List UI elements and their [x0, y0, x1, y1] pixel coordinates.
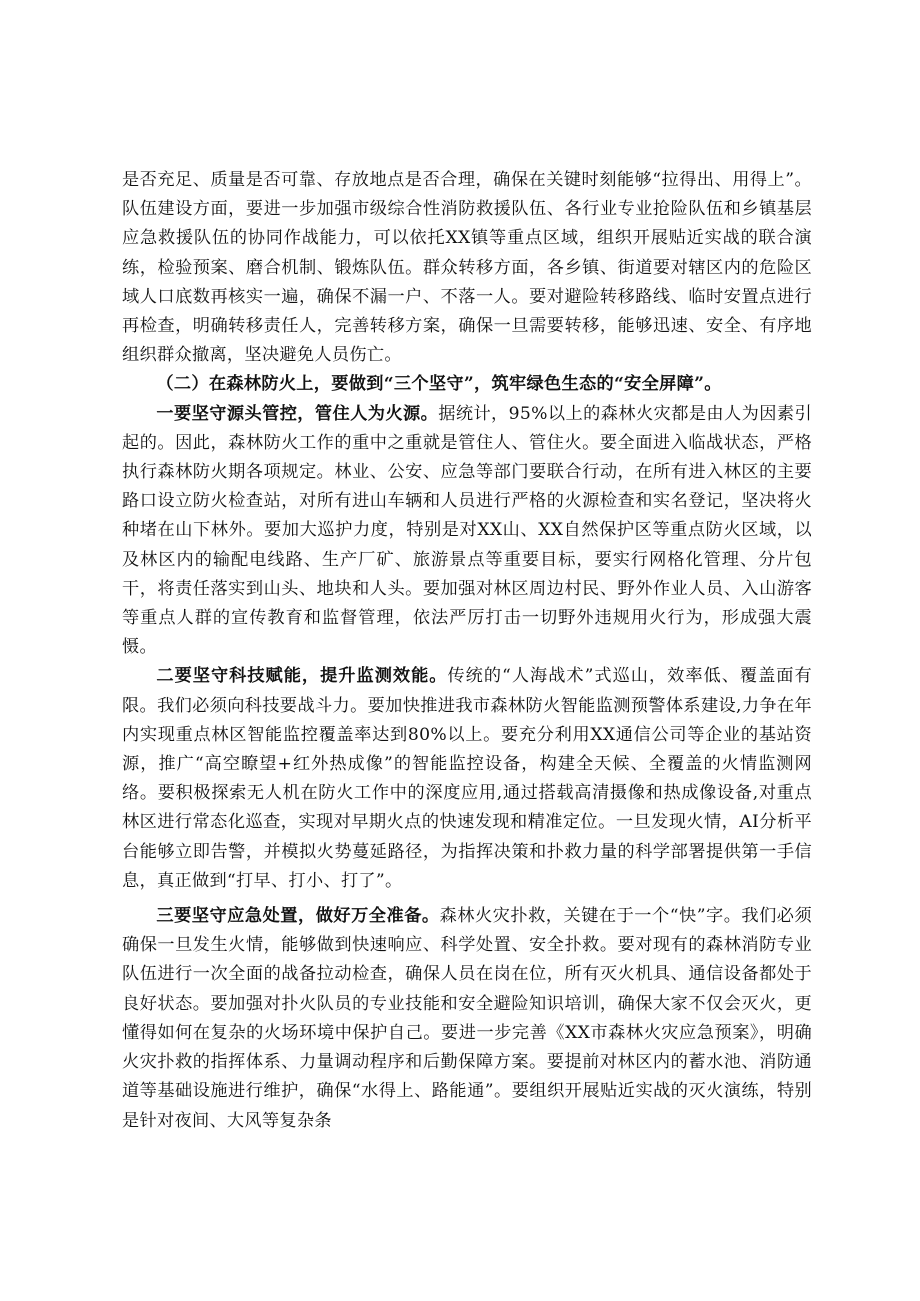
- paragraph-continuation: [122, 166, 812, 370]
- paragraph-text: 是否充足、质量是否可靠、存放地点是否合理，确保在关键时刻能够“拉得出、用得上”。队伍建设方面，要进一步加强市级综合性消防救援队伍、各行业专业抢险队伍和乡镇基层应急救援队伍的协同作战能力，可以依托XX镇等重点区域，组织开展贴近实战的联合演练，检验预案、磨合机制、锻炼队伍。群众转移方面，各乡镇、街道要对辖区内的危险区域人口底数再核实一遍，确保不漏一户、不落一人。要对避险转移路线、临时安置点进行再检查，明确转移责任人，完善转移方案，确保一旦需要转移，能够迅速、安全、有序地组织群众撤离，坚决避免人员伤亡。: [122, 170, 812, 366]
- paragraph-text: 森林火灾扑救，关键在于一个“快”字。我们必须确保一旦发生火情，能够做到快速响应、科学处置、安全扑救。要对现有的森林消防专业队伍进行一次全面的战备拉动检查，确保人员在岗在位，所有灭火机具、通信设备都处于良好状态。要加强对扑火队员的专业技能和安全避险知识培训，确保大家不仅会灭火，更懂得如何在复杂的火场环境中保护自己。要进一步完善《XX市森林火灾应急预案》，明确火灾扑救的指挥体系、力量调动程序和后勤保障方案。要提前对林区内的蓄水池、消防通道等基础设施进行维护，确保“水得上、路能通”。要组织开展贴近实战的灭火演练，特别是针对夜间、大风等复杂条: [122, 906, 812, 1131]
- document-body: [122, 166, 812, 1136]
- paragraph-lead: 三要坚守应急处置，做好万全准备。: [156, 906, 440, 927]
- paragraph-emergency-response: [122, 902, 812, 1136]
- paragraph-tech-empowerment: [122, 662, 812, 896]
- paragraph-text: 据统计，95%以上的森林火灾都是由人为因素引起的。因此，森林防火工作的重中之重就是管住人、管住火。要全面进入临战状态，严格执行森林防火期各项规定。林业、公安、应急等部门要联合行动，在所有进入林区的主要路口设立防火检查站，对所有进山车辆和人员进行严格的火源检查和实名登记，坚决将火种堵在山下林外。要加大巡护力度，特别是对XX山、XX自然保护区等重点防火区域，以及林区内的输配电线路、生产厂矿、旅游景点等重要目标，要实行网格化管理、分片包干，将责任落实到山头、地块和人头。要加强对林区周边村民、野外作业人员、入山游客等重点人群的宣传教育和监督管理，依法严厉打击一切野外违规用火行为，形成强大震慑。: [122, 403, 812, 658]
- paragraph-lead: 二要坚守科技赋能，提升监测效能。: [156, 666, 448, 687]
- paragraph-text: 传统的“人海战术”式巡山，效率低、覆盖面有限。我们必须向科技要战斗力。要加快推进我市森林防火智能监测预警体系建设,力争在年内实现重点林区智能监控覆盖率达到80%以上。要充分利用XX通信公司等企业的基站资源，推广“高空瞭望+红外热成像”的智能监控设备，构建全天候、全覆盖的火情监测网络。要积极探索无人机在防火工作中的深度应用,通过搭载高清摄像和热成像设备,对重点林区进行常态化巡查，实现对早期火点的快速发现和精准定位。一旦发现火情，AI分析平台能够立即告警，并模拟火势蔓延路径，为指挥决策和扑救力量的科学部署提供第一手信息，真正做到“打早、打小、打了”。: [122, 666, 812, 891]
- paragraph-lead: 一要坚守源头管控，管住人为火源。: [156, 403, 439, 424]
- section-heading: （二）在森林防火上，要做到“三个坚守”，筑牢绿色生态的“安全屏障”。: [156, 374, 722, 395]
- paragraph-source-control: [122, 400, 812, 663]
